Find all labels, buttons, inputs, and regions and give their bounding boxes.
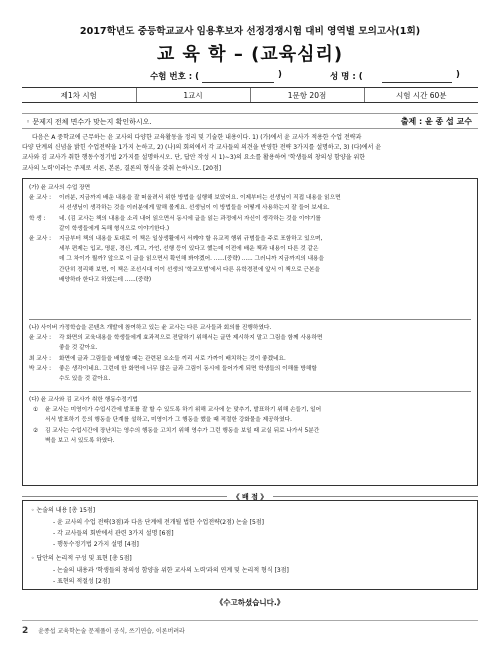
footer-rule xyxy=(22,620,478,621)
name-field[interactable] xyxy=(382,82,452,83)
dialogue-line: 데 그 차이가 뭘까? 앞으로 이 글을 읽으면서 확인해 봐야겠어. ......(중략) ...... 그러니까 지금까지의 내용을 xyxy=(59,256,325,263)
dialogue-line: 좋은 생각이네요. 그런데 한 화면에 너무 많은 글과 그림이 동시에 들어가게 되면 학생들의 이해를 방해할 xyxy=(59,365,317,372)
scoring-item: - 각 교사들의 회반에서 관련 3가지 설명 [6점] xyxy=(53,530,174,537)
exam-subtitle: 2017학년도 중등학교교사 임용후보자 선정경쟁시험 대비 영역별 모의고사(1회) xyxy=(79,26,421,37)
section-da-heading: (다) 윤 교사와 김 교사가 취한 행동수정기법 xyxy=(29,397,138,403)
item-line: 벽을 보고 서 있도록 하였다. xyxy=(45,437,115,444)
intro-line: 교사의 노력'이라는 주제로 서론, 본론, 결론의 형식을 갖춰 논하시오. [20점] xyxy=(22,164,222,172)
item-line: 윤 교사는 미영이가 수업시간에 발표를 잘 할 수 있도록 하기 위해 교사에 눈 맞추기, 발표하기 위해 손들기, 일어 xyxy=(45,407,322,414)
question-intro xyxy=(22,133,478,174)
speaker-label: 윤 교사 : xyxy=(29,335,52,342)
dialogue-line: 배양하라 한다고 하였는데 ......(중략) xyxy=(59,276,152,283)
dialogue-entry xyxy=(29,354,471,364)
item-number: ① xyxy=(33,407,39,414)
speaker-label: 학 생 : xyxy=(29,215,46,222)
scoring-category: ◦ 논술의 내용 [총 15점] xyxy=(31,507,96,514)
meta-points: 1문항 20점 xyxy=(250,88,364,103)
intro-line: 교사와 김 교사가 취한 행동수정기법 2가지를 설명하시오. 단, 답안 작성 시 1)∼3)의 요소를 활용하여 '학생들의 창의성 함양을 위한 xyxy=(22,154,366,162)
item-number: ② xyxy=(33,427,39,434)
dialogue-line: 간단히 정리해 보면, 이 책은 조선시대 이이 선생의 '학교모범'에서 다른 유학경전에 앞서 이 책으로 근본을 xyxy=(59,266,320,273)
exam-number-field[interactable] xyxy=(202,82,274,83)
intro-line: 다양 단계의 신념을 밝힌 수업전략을 1가지 논하고, 2) (나)의 회의에서 각 교사들의 의견을 반영한 전략 3가지를 설명하고, 3) (다)에서 윤 xyxy=(22,144,382,152)
section-divider xyxy=(29,391,471,392)
section-divider xyxy=(29,319,471,320)
dialogue-line: 같이 학생들에게 독해 형식으로 이야기한다.) xyxy=(59,225,170,232)
scoring-box xyxy=(22,500,478,590)
page-number: 2 xyxy=(22,626,29,636)
dialogue-line: 지금부터 책의 내용을 토대로 이 책은 일상생활에서 서께야 할 유교적 행위 규범들을 주로 포함하고 있으며, xyxy=(59,236,323,243)
scoring-item: - 윤 교사의 수업 전략(3점)과 다음 단계에 전개될 법한 수업전략(2점) 논술 [5점] xyxy=(53,519,264,526)
intro-line: 다음은 A 중학교에 근무하는 윤 교사의 다양한 교육활동을 정리 및 기술한 내용이다. 1) (가)에서 윤 교사가 적용한 수업 전략과 xyxy=(32,134,362,141)
meta-period: 1교시 xyxy=(136,88,250,103)
dialogue-entry xyxy=(29,214,471,234)
dialogue-entry xyxy=(29,364,471,384)
speaker-label: 윤 교사 : xyxy=(29,236,52,243)
section-na-heading: (나) 사이버 가정학습을 콘텐츠 개발에 참여하고 있는 윤 교사는 다른 교사들과 회의를 진행하였다. xyxy=(29,325,272,331)
item-line: 김 교사는 수업시간에 장난치는 영수의 행동을 고치기 위해 영수가 그런 행동을 보일 때 교실 뒤로 나가서 5분간 xyxy=(45,427,320,434)
dialogue-line: 네. (김 교사는 책의 내용을 소리 내어 읽으면서 동시에 글을 읽는 과정에서 자신이 생각하는 것을 이야기를 xyxy=(59,215,321,222)
author-credit: 출제 : 윤 종 섭 교수 xyxy=(400,117,472,126)
notice-bar xyxy=(22,113,478,129)
section-ga xyxy=(29,183,471,285)
name-close: ) xyxy=(456,70,460,80)
dialogue-line: 수도 있을 것 같아요. xyxy=(59,376,111,383)
list-item xyxy=(29,405,471,425)
speaker-label: 최 교사 : xyxy=(29,355,52,362)
closing-message: 《수고하셨습니다.》 xyxy=(215,598,285,607)
dialogue-line: 이러분, 지금까지 배운 내용을 잘 떠올려서 위한 방법을 실행해 보았어요. 이제부터는 선생님이 직접 내용을 읽으면 xyxy=(59,195,341,202)
section-na xyxy=(29,323,471,384)
meta-session: 제1차 시험 xyxy=(22,88,136,103)
exam-meta-table xyxy=(22,87,478,103)
speaker-label: 윤 교사 : xyxy=(29,195,52,202)
dialogue-line: 세부 편제는 입교, 명륜, 경신, 계고, 가언, 선행 등이 있다고 했는데 이전에 배운 책과 내용이 다른 것 같은 xyxy=(59,246,319,253)
notice-text: ◦ 문제지 전체 면수가 맞는지 확인하시오. xyxy=(26,118,152,126)
footer-text: 윤종섭 교육학논술 문제풀이 공식, 쓰기연습, 이론버려라 xyxy=(38,628,185,635)
dialogue-line: 서 선생님이 생각하는 것을 이러분에게 말해 볼게요. 선생님이 이 방법들을 어떻게 사용하는지 잘 들어 보세요. xyxy=(59,205,330,212)
dialogue-line: 좋을 것 같아요. xyxy=(59,345,98,352)
exam-number-label: 수험 번호 : ( xyxy=(150,72,200,82)
dialogue-line: 각 화면의 교육내용을 학생들에게 효과적으로 전달하기 위해서는 글만 제시하지 말고 그림을 함께 사용하면 xyxy=(59,335,323,342)
list-item xyxy=(29,426,471,446)
scenario-box xyxy=(22,178,478,486)
dialogue-entry xyxy=(29,234,471,285)
item-line: 서서 발표하기 등의 행동을 단계를 설하고, 미영이가 그 행동을 했을 때 적절한 강화물을 제공하였다. xyxy=(45,417,292,424)
scoring-title-text: 《 배 점 》 xyxy=(227,493,274,501)
speaker-label: 박 교사 : xyxy=(29,365,52,372)
section-da xyxy=(29,395,471,446)
dialogue-line: 화면에 글과 그림들을 배열할 때는 관련된 요소들 끼리 서로 가까이 배치하는 것이 좋겠네요. xyxy=(59,355,286,362)
meta-time: 시험 시간 60분 xyxy=(364,88,478,103)
page-title: 교 육 학 – (교육심리) xyxy=(156,44,344,65)
dialogue-entry xyxy=(29,333,471,353)
scoring-item: - 논술의 내용과 '학생들의 창의성 함양을 위한 교사의 노력'과의 연계 및 논리적 형식 [3점] xyxy=(53,567,289,574)
scoring-category: ◦ 답안의 논리적 구성 및 표현 [총 5점] xyxy=(31,555,132,562)
footer xyxy=(22,626,185,636)
scoring-item: - 표현의 적절성 [2점] xyxy=(53,578,110,585)
scoring-item: - 행동수정기법 2가지 설명 [4점] xyxy=(53,541,139,548)
dialogue-entry xyxy=(29,193,471,213)
section-ga-heading: (가) 윤 교사의 수업 장면 xyxy=(29,185,91,191)
exam-number-close: ) xyxy=(278,70,282,80)
name-label: 성 명 : ( xyxy=(330,72,363,82)
